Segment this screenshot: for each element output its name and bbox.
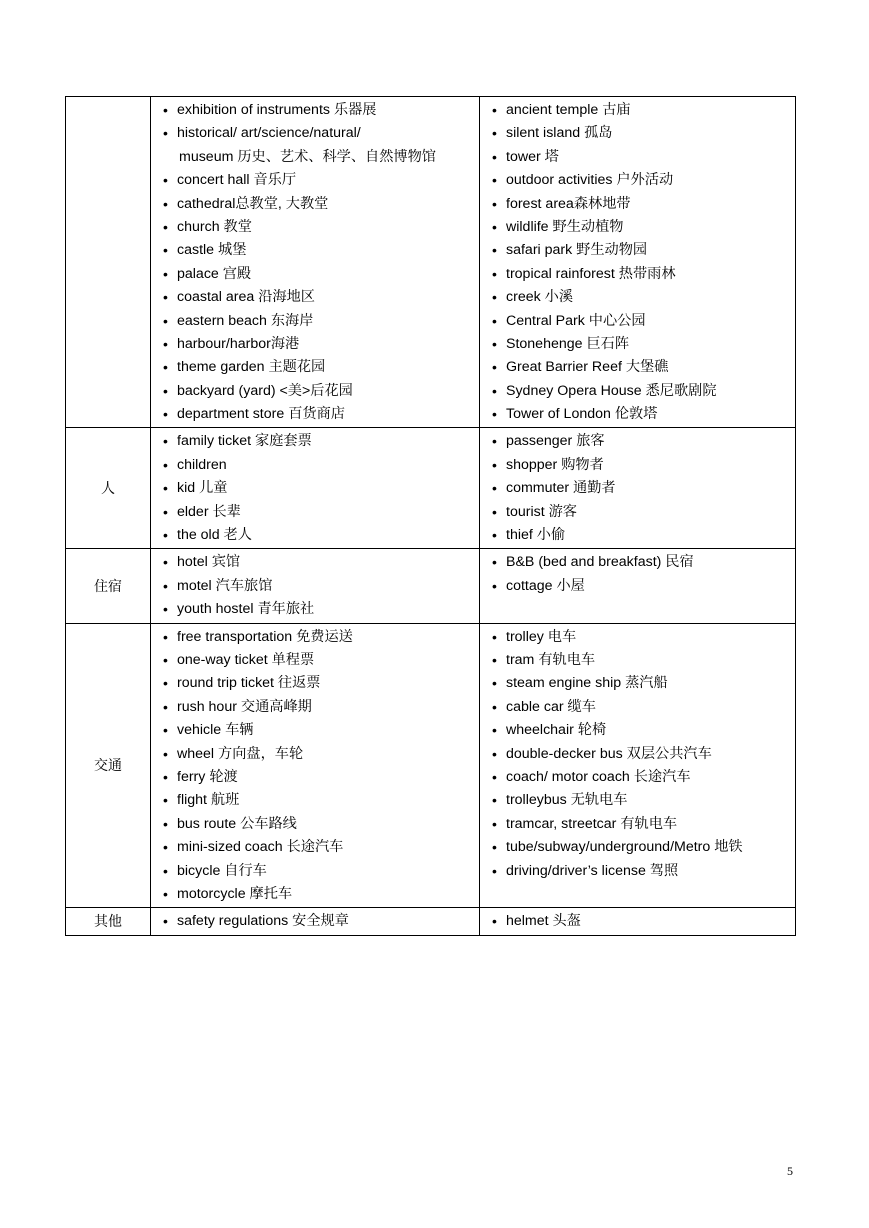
vocab-item: • coastal area 沿海地区 bbox=[151, 286, 479, 309]
vocab-item: • cottage 小屋 bbox=[480, 575, 795, 598]
vocab-item: • Great Barrier Reef 大堡礁 bbox=[480, 356, 795, 379]
vocab-item: • kid 儿童 bbox=[151, 477, 479, 500]
vocab-item: • tram 有轨电车 bbox=[480, 649, 795, 672]
vocab-item: • tower 塔 bbox=[480, 146, 795, 169]
category-cell: 交通 bbox=[66, 623, 151, 908]
table-row bbox=[66, 97, 796, 428]
vocab-item: • ferry 轮渡 bbox=[151, 766, 479, 789]
vocab-item: • historical/ art/science/natural/ bbox=[151, 122, 479, 145]
vocab-item: • steam engine ship 蒸汽船 bbox=[480, 672, 795, 695]
vocab-item: • Tower of London 伦敦塔 bbox=[480, 403, 795, 426]
vocab-item: • palace 宫殿 bbox=[151, 263, 479, 286]
right-vocab-column bbox=[480, 623, 796, 908]
vocab-item: • rush hour 交通高峰期 bbox=[151, 696, 479, 719]
table-row bbox=[66, 428, 796, 549]
vocab-item: • silent island 孤岛 bbox=[480, 122, 795, 145]
page-number: 5 bbox=[787, 1164, 793, 1178]
left-vocab-column bbox=[151, 97, 480, 428]
vocab-list bbox=[151, 430, 479, 547]
vocab-item: • helmet 头盔 bbox=[480, 910, 795, 933]
vocab-item: • family ticket 家庭套票 bbox=[151, 430, 479, 453]
vocab-item: • B&B (bed and breakfast) 民宿 bbox=[480, 551, 795, 574]
vocab-item: • forest area森林地带 bbox=[480, 193, 795, 216]
right-vocab-column bbox=[480, 908, 796, 935]
vocab-list bbox=[480, 99, 795, 426]
vocab-item: • castle 城堡 bbox=[151, 239, 479, 262]
left-vocab-column bbox=[151, 623, 480, 908]
left-vocab-column bbox=[151, 549, 480, 623]
vocab-item: • concert hall 音乐厅 bbox=[151, 169, 479, 192]
vocab-item: • tourist 游客 bbox=[480, 501, 795, 524]
vocab-list bbox=[480, 910, 795, 933]
vocab-item: • flight 航班 bbox=[151, 789, 479, 812]
vocab-item: • wildlife 野生动植物 bbox=[480, 216, 795, 239]
vocab-item: • theme garden 主题花园 bbox=[151, 356, 479, 379]
vocab-list bbox=[480, 551, 795, 598]
vocab-item: • safety regulations 安全规章 bbox=[151, 910, 479, 933]
vocab-item: • trolleybus 无轨电车 bbox=[480, 789, 795, 812]
vocab-list bbox=[480, 626, 795, 883]
vocabulary-table bbox=[65, 96, 796, 936]
vocab-item: • backyard (yard) <美>后花园 bbox=[151, 380, 479, 403]
vocab-item: • driving/driver’s license 驾照 bbox=[480, 860, 795, 883]
vocab-list bbox=[151, 910, 479, 933]
vocab-item: • outdoor activities 户外活动 bbox=[480, 169, 795, 192]
vocab-item: • children bbox=[151, 454, 479, 477]
vocab-item: • bus route 公车路线 bbox=[151, 813, 479, 836]
table-row bbox=[66, 623, 796, 908]
vocab-item: • free transportation 免费运送 bbox=[151, 626, 479, 649]
vocab-item: • one-way ticket 单程票 bbox=[151, 649, 479, 672]
vocab-item: • the old 老人 bbox=[151, 524, 479, 547]
table-row bbox=[66, 549, 796, 623]
vocab-item: • tramcar, streetcar 有轨电车 bbox=[480, 813, 795, 836]
vocab-item: • thief 小偷 bbox=[480, 524, 795, 547]
vocab-item: • trolley 电车 bbox=[480, 626, 795, 649]
vocab-item: • mini-sized coach 长途汽车 bbox=[151, 836, 479, 859]
vocab-item: • ancient temple 古庙 bbox=[480, 99, 795, 122]
vocab-item: • vehicle 车辆 bbox=[151, 719, 479, 742]
vocab-item: • cathedral总教堂, 大教堂 bbox=[151, 193, 479, 216]
vocab-item: • double-decker bus 双层公共汽车 bbox=[480, 743, 795, 766]
vocab-item: • bicycle 自行车 bbox=[151, 860, 479, 883]
vocab-item: • motel 汽车旅馆 bbox=[151, 575, 479, 598]
vocab-list bbox=[151, 551, 479, 621]
right-vocab-column bbox=[480, 428, 796, 549]
vocab-item: • hotel 宾馆 bbox=[151, 551, 479, 574]
vocab-item: • shopper 购物者 bbox=[480, 454, 795, 477]
vocab-item: • church 教堂 bbox=[151, 216, 479, 239]
vocab-item: • coach/ motor coach 长途汽车 bbox=[480, 766, 795, 789]
vocab-item: • commuter 通勤者 bbox=[480, 477, 795, 500]
right-vocab-column bbox=[480, 549, 796, 623]
vocab-item: • wheelchair 轮椅 bbox=[480, 719, 795, 742]
vocab-item: • Sydney Opera House 悉尼歌剧院 bbox=[480, 380, 795, 403]
vocab-item: • youth hostel 青年旅社 bbox=[151, 598, 479, 621]
vocab-item: • department store 百货商店 bbox=[151, 403, 479, 426]
vocab-item: • tropical rainforest 热带雨林 bbox=[480, 263, 795, 286]
vocab-item: • Central Park 中心公园 bbox=[480, 310, 795, 333]
vocab-item: • tube/subway/underground/Metro 地铁 bbox=[480, 836, 795, 859]
left-vocab-column bbox=[151, 908, 480, 935]
vocab-item: • exhibition of instruments 乐器展 bbox=[151, 99, 479, 122]
vocab-item: • passenger 旅客 bbox=[480, 430, 795, 453]
vocab-item: • harbour/harbor海港 bbox=[151, 333, 479, 356]
vocab-item: • cable car 缆车 bbox=[480, 696, 795, 719]
vocab-list bbox=[151, 99, 479, 426]
category-cell: 人 bbox=[66, 428, 151, 549]
left-vocab-column bbox=[151, 428, 480, 549]
vocab-item: • eastern beach 东海岸 bbox=[151, 310, 479, 333]
category-cell: 其他 bbox=[66, 908, 151, 935]
category-cell: 住宿 bbox=[66, 549, 151, 623]
vocab-item: • safari park 野生动物园 bbox=[480, 239, 795, 262]
right-vocab-column bbox=[480, 97, 796, 428]
table-row bbox=[66, 908, 796, 935]
vocab-item: • round trip ticket 往返票 bbox=[151, 672, 479, 695]
vocab-item: • Stonehenge 巨石阵 bbox=[480, 333, 795, 356]
vocab-item: museum 历史、艺术、科学、自然博物馆 bbox=[179, 148, 436, 165]
vocabulary-table-body bbox=[66, 97, 796, 936]
vocab-item: • creek 小溪 bbox=[480, 286, 795, 309]
vocab-list bbox=[151, 626, 479, 907]
vocab-list bbox=[480, 430, 795, 547]
vocab-item: • wheel 方向盘，车轮 bbox=[151, 743, 479, 766]
category-cell bbox=[66, 97, 151, 428]
vocab-item: • motorcycle 摩托车 bbox=[151, 883, 479, 906]
vocab-item: • elder 长辈 bbox=[151, 501, 479, 524]
